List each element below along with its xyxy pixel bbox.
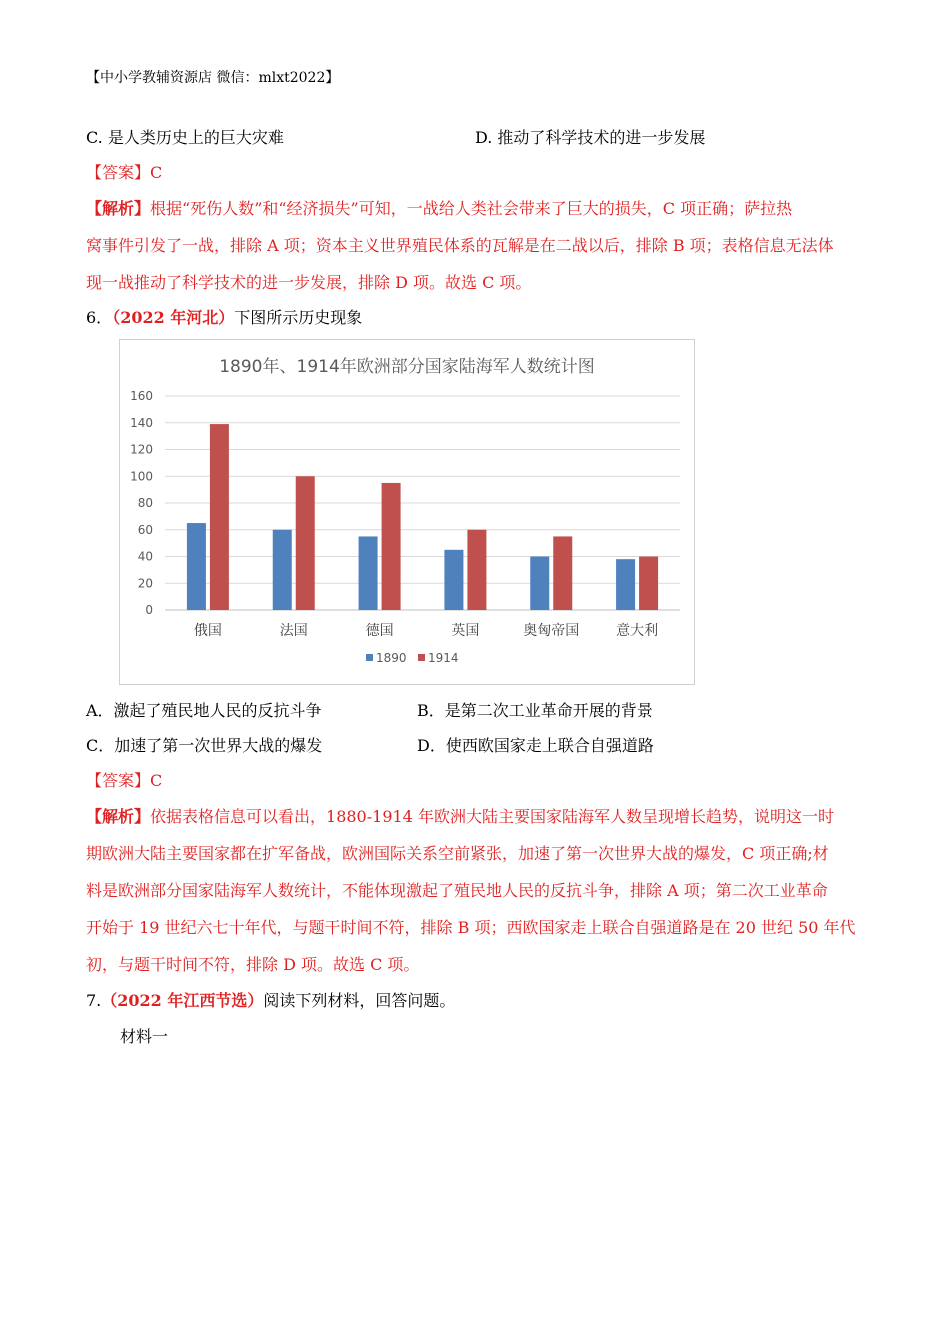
legend-swatch: [366, 654, 373, 661]
legend-swatch: [418, 654, 425, 661]
y-tick-label: 140: [130, 415, 153, 430]
page-header: 【中小学教辅资源店 微信：mlxt2022】: [86, 70, 340, 86]
y-tick-label: 60: [137, 522, 153, 537]
question-text: 阅读下列材料，回答问题。: [263, 991, 456, 1010]
q6-option-c: C．加速了第一次世界大战的爆发: [86, 736, 323, 755]
bar-1914-0: [210, 424, 229, 610]
bar-1914-2: [382, 483, 401, 610]
bar-1890-5: [616, 559, 635, 610]
chart-title: 1890年、1914年欧洲部分国家陆海军人数统计图: [219, 357, 595, 377]
x-category-label: 俄国: [193, 623, 222, 639]
y-tick-label: 0: [145, 603, 153, 617]
bar-1914-5: [639, 557, 658, 611]
bar-1914-4: [553, 536, 572, 610]
question-number: 6．: [86, 308, 113, 327]
y-tick-label: 120: [130, 442, 153, 457]
q6-analysis-line-4: 开始于 19 世纪六七十年代，与题干时间不符，排除 B 项；西欧国家走上联合自强道路是在 20 世纪 50 年代: [86, 918, 856, 937]
x-category-label: 法国: [279, 623, 308, 639]
q6-option-d: D．使西欧国家走上联合自强道路: [417, 736, 654, 755]
q5-answer: [86, 163, 162, 183]
bar-1890-0: [187, 523, 206, 610]
q6-analysis-line-1: [86, 807, 834, 827]
y-tick-label: 40: [137, 549, 153, 564]
bar-1914-3: [467, 530, 486, 610]
question-source: （2022 年河北）: [112, 308, 235, 327]
x-category-label: 奥匈帝国: [523, 623, 580, 639]
y-tick-label: 80: [137, 496, 153, 510]
analysis-label: 【解析】: [86, 807, 151, 826]
legend-label: 1914: [428, 651, 459, 665]
q6-stem: [86, 308, 362, 328]
x-category-label: 德国: [365, 623, 394, 639]
q6-analysis-line-2: 期欧洲大陆主要国家都在扩军备战，欧洲国际关系空前紧张，加速了第一次世界大战的爆发，C 项正确;材: [86, 844, 829, 863]
q6-option-b: B．是第二次工业革命开展的背景: [417, 701, 653, 720]
q6-option-a: A．激起了殖民地人民的反抗斗争: [86, 701, 322, 720]
question-text: 下图所示历史现象: [234, 308, 363, 327]
bar-1914-1: [296, 476, 315, 610]
bar-1890-3: [444, 550, 463, 610]
q5-option-d: D. 推动了科学技术的进一步发展: [475, 128, 706, 147]
x-category-label: 意大利: [616, 623, 659, 639]
y-tick-label: 100: [130, 469, 153, 484]
legend-label: 1890: [376, 651, 407, 665]
q7-material-label: 材料一: [120, 1027, 169, 1046]
y-tick-label: 160: [130, 389, 153, 403]
bar-1890-2: [359, 536, 378, 610]
q5-analysis-line-3: 现一战推动了科学技术的进一步发展，排除 D 项。故选 C 项。: [86, 273, 532, 292]
answer-label: 【答案】: [86, 163, 151, 182]
analysis-text: 依据表格信息可以看出，1880-1914 年欧洲大陆主要国家陆海军人数呈现增长趋势，说明这一时: [150, 807, 834, 826]
answer-value: C: [150, 771, 163, 790]
q7-stem: [86, 991, 455, 1011]
analysis-text: 根据“死伤人数”和“经济损失”可知，一战给人类社会带来了巨大的损失，C 项正确；萨拉热: [150, 199, 793, 218]
y-tick-label: 20: [137, 576, 153, 591]
answer-value: C: [150, 163, 163, 182]
bar-chart: [119, 339, 695, 685]
chart-svg: [120, 340, 694, 684]
question-source: （2022 年江西节选）: [101, 991, 264, 1010]
analysis-label: 【解析】: [86, 199, 151, 218]
q5-analysis-line-1: [86, 199, 792, 219]
q5-analysis-line-2: 窝事件引发了一战，排除 A 项；资本主义世界殖民体系的瓦解是在二战以后，排除 B 项；表格信息无法体: [86, 236, 834, 255]
question-number: 7.: [86, 991, 102, 1010]
q6-answer: [86, 771, 162, 791]
q5-option-c: C. 是人类历史上的巨大灾难: [86, 128, 284, 147]
x-category-label: 英国: [451, 623, 480, 639]
answer-label: 【答案】: [86, 771, 151, 790]
bar-1890-1: [273, 530, 292, 610]
q6-analysis-line-5: 初，与题干时间不符，排除 D 项。故选 C 项。: [86, 955, 420, 974]
q6-analysis-line-3: 料是欧洲部分国家陆海军人数统计，不能体现激起了殖民地人民的反抗斗争，排除 A 项；第二次工业革命: [86, 881, 828, 900]
bar-1890-4: [530, 557, 549, 611]
